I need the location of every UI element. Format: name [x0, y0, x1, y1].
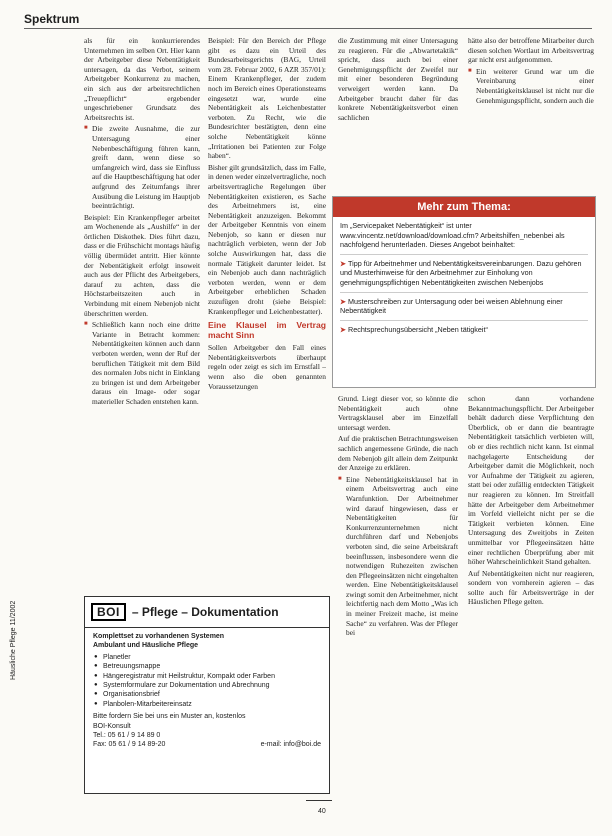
list-item: ● Planetler — [103, 653, 321, 662]
list-item: ● Betreuungsmappe — [103, 662, 321, 671]
paragraph: Grund. Liegt dieser vor, so könnte die Nebentätigkeit auch ohne Vertragsklausel aber im Einzelfall untersagt werden. — [338, 394, 458, 432]
paragraph: Beispiel: Für den Bereich der Pflege gibt es dazu ein Urteil des Bundesarbeitsgerichts (BAG, Urteil vom 28. Februar 2002, 6 AZR 357/01): Einem Krankenpfleger, der zudem noch im Bereich eines Operationsteams eingesetzt war, wurde eine Nebentätigkeit als Leichenbestatter verboten. Zu Recht, wie die Bundesrichter bestätigten, denn eine solche Nebentätigkeit könne „Irritationen bei Patienten zur Folge haben“. — [208, 36, 326, 161]
ad-subtitle: Ambulant und Häusliche Pflege — [93, 642, 199, 650]
divider — [340, 254, 588, 255]
list-item: ● Systemformulare zur Dokumentation und Abrechnung — [103, 681, 321, 690]
divider — [340, 320, 588, 321]
section-heading: Eine Klausel im Vertrag macht Sinn — [208, 320, 326, 341]
paragraph: Beispiel: Ein Krankenpfleger arbeitet am Wochenende als „Aushilfe“ in der örtlichen Diskothek. Dies führt dazu, dass er die Frühschicht montags häufig völlig übermüdet antritt. Hier könnte der Nebentätigkeit erfolgt insoweit auch aus der Pflicht des Arbeitgebers, darauf zu achten, dass die Höchstarbeitszeiten auch in Verbindung mit einem Nebenjob nicht überschritten werden. — [84, 212, 200, 318]
info-box-item: ➤ Rechtsprechungsübersicht „Neben tätigkeit“ — [340, 324, 488, 334]
column-3 — [338, 394, 458, 640]
column-4-top — [468, 36, 594, 107]
header-divider — [24, 28, 592, 29]
paragraph: Auf Nebentätigkeiten nicht nur reagieren, sondern von vornherein agieren – das sollte auch für Arbeitsverträge in der Häuslichen Pflege gelten. — [468, 568, 594, 607]
arrow-icon: ➤ — [340, 296, 349, 306]
arrow-icon: ➤ — [340, 324, 349, 334]
paragraph: hätte also der betroffene Mitarbeiter durch diesen solchen Wortlaut im Arbeitsvertrag gar nicht erst aufgenommen. — [468, 36, 594, 65]
info-box — [332, 196, 596, 388]
bullet-paragraph: ■ Die zweite Ausnahme, die zur Untersagung einer Nebenbeschäftigung führen kann, greift dann, wenn diese so umfangreich wird, dass sie Einfluss auf die Hauptbeschäftigung hat oder aufgrund des Zeitumfangs ihrer Ausübung die Leistung im Hauptjob beeinträchtigt. — [84, 124, 200, 210]
ad-company: BOI-Konsult — [93, 722, 131, 730]
list-item: ● Hängeregistratur mit Heilstruktur, Kompakt oder Farben — [103, 672, 321, 681]
info-box-intro: Im „Servicepaket Nebentätigkeit“ ist unter www.vincentz.net/download/download.cfm? Arbeitshilfen_nebenbei als nachfolgend herunterladen. Dieses Angebot beinhaltet: — [340, 221, 565, 250]
column-3-top — [338, 36, 458, 124]
boi-logo: BOI — [91, 603, 126, 621]
column-2 — [208, 36, 326, 393]
paragraph: schon dann vorhandene Bekanntmachungspflicht. Der Arbeitgeber behält dadurch diese Verpflichtung den Überblick, ob er dann die beantragte Nebentätigkeit tatsächlich verbieten will, ob er dies rechtlich nicht kann. Ist einmal nachgelagerte Entscheidung der Arbeitgeber damit die Möglichkeit, noch vor Aufnahme der Tätigkeit zu agieren, statt bei oder zufällig entdeckten Tätigkeit nur reagieren zu können. Im Streitfall hätte der Arbeitgeber dem Arbeitnehmer im Vorfeld vielleicht nicht per se die Tätigkeit verbieten können. Eine Untersagung des Zweitjobs in Zeiten unmittelbar vor Pflegeeinsätzen hätte einer rechtlichen Überprüfung aber mit höher Wahrscheinlichkeit Stand gehalten. — [468, 394, 594, 567]
paragraph: Bisher gilt grundsätzlich, dass im Falle, in denen weder einzelvertragliche, noch arbeitsvertragliche Regelungen über Nebentätigkeiten existieren, es Sache des Arbeitnehmers ist, eine Nebentätigkeit anzuzeigen. Bekommt der Arbeitgeber Kenntnis von einem Nebenjob, so kann er diesen nur nachträglich verbieten, wenn der Job solche Auswirkungen hat, dass die normale Tätigkeit darunter leidet. Ist ein Nebenjob auch dann nachträglich verboten werden, wenn er dem Arbeitgeber erheblichen Schaden zuzufügen droht (siehe Beispiel: Krankenpfleger und Leichenbestatter). — [208, 162, 326, 316]
ad-list — [93, 653, 321, 709]
divider — [340, 292, 588, 293]
arrow-icon: ➤ — [340, 258, 349, 268]
info-box-title: Mehr zum Thema: — [333, 197, 595, 217]
ad-title: – Pflege – Dokumentation — [131, 605, 279, 619]
page-number: 40 — [318, 808, 326, 815]
ad-phone: Tel.: 05 61 / 9 14 89 0 — [93, 732, 161, 740]
paragraph: Auf die praktischen Betrachtungsweisen sachlich angemessene Gründe, die nach dem Nebenjob gilt allein dem Zeitpunkt der Anzeige zu erklären. — [338, 434, 458, 473]
column-4 — [468, 394, 594, 609]
info-box-item: ➤ Musterschreiben zur Untersagung oder bei weisen Ablehnung einer Nebentätigkeit — [340, 296, 563, 316]
paragraph: Sollen Arbeitgeber den Fall eines Nebentätigkeitsverbots überhaupt regeln oder zeigt es sich im Ernstfall – wenn also die oben genannten Voraussetzungen — [208, 343, 326, 391]
info-box-item: ➤ Tipp für Arbeitnehmer und Nebentätigkeitsvereinbarungen. Dazu gehören und Musterhinweise für den Arbeitnehmer zur Einholung von genehmigungspflichtigen Nebentätigkeiten zwischen Nebenjobs — [340, 258, 582, 287]
footer-divider — [306, 800, 332, 801]
bullet-paragraph: ■ Eine Nebentätigkeitsklausel hat in einem Arbeitsvertrag auch eine Warnfunktion. Der Arbeitnehmer wird darauf hingewiesen, dass er Nebentätigkeiten für Konkurrenzunternehmen nicht durchführen darf und Nebenjobs verboten sind, die seine Arbeitskraft beeinflussen, insbesondere wenn die notwendigen Ruhezeiten zwischen den Pflegeeinsätzen nicht eingehalten werden. Eine Nebentätigkeitsklausel zwingt somit den Arbeitnehmer, nicht leichtfertig nach dem Motto „Was ich in meiner Freizeit mache, ist meine Sache“ zu verfahren. Was der Pfleger bei — [338, 475, 458, 638]
ad-email[interactable]: e-mail: info@boi.de — [260, 741, 321, 749]
bullet-paragraph: ■ Ein weiterer Grund war um die Vereinbarung einer Nebentätigkeitsklausel ist nicht nur die Genehmigungspflicht, sondern auch die — [468, 67, 594, 105]
advertisement — [84, 596, 330, 794]
journal-reference: Häusliche Pflege 11/2002 — [10, 600, 17, 680]
ad-subtitle: Komplettset zu vorhandenen Systemen — [93, 633, 225, 640]
bullet-paragraph: ■ Schließlich kann noch eine dritte Variante in Betracht kommen: Nebentätigkeiten können auch dann verboten werden, wenn der Ruf der beruflichen Tätigkeit mit dem Bild des normalen Jobs nicht in Einklang zu bringen ist und dem Arbeitgeber daraus ein Image- oder sogar materieller Schaden entstehen kann. — [84, 320, 200, 406]
section-header: Spektrum — [24, 12, 80, 26]
list-item: ● Organisationsbrief — [103, 690, 321, 699]
column-1 — [84, 36, 200, 409]
ad-fax: Fax: 05 61 / 9 14 89-20 e-mail: info@boi.de — [93, 741, 321, 749]
ad-contact: Bitte fordern Sie bei uns ein Muster an, kostenlos — [93, 713, 246, 721]
list-item: ● Planbolen-Mitarbeitereinsatz — [103, 700, 321, 709]
paragraph: als für ein konkurrierendes Unternehmen im selben Ort. Hier kann der Arbeitgeber diese Nebentätigkeit untersagen, da das Verbot, seinem Arbeitgeber Konkurrenz zu machen, ein sich aus der arbeitsrechtlichen „Treuepflicht“ ergebender ungeschriebener Grundsatz des Arbeitsrechts ist. — [84, 36, 200, 122]
paragraph: die Zustimmung mit einer Untersagung zu reagieren. Für die „Abwartetaktik“ spricht, dass auch bei einer Genehmigungspflicht der Zweifel nur mit einer besonderen Begründung verweigert werden kann. Da Arbeitgeber braucht daher für das konkrete Nebentätigkeitsverbot einen sachlichen — [338, 36, 458, 122]
